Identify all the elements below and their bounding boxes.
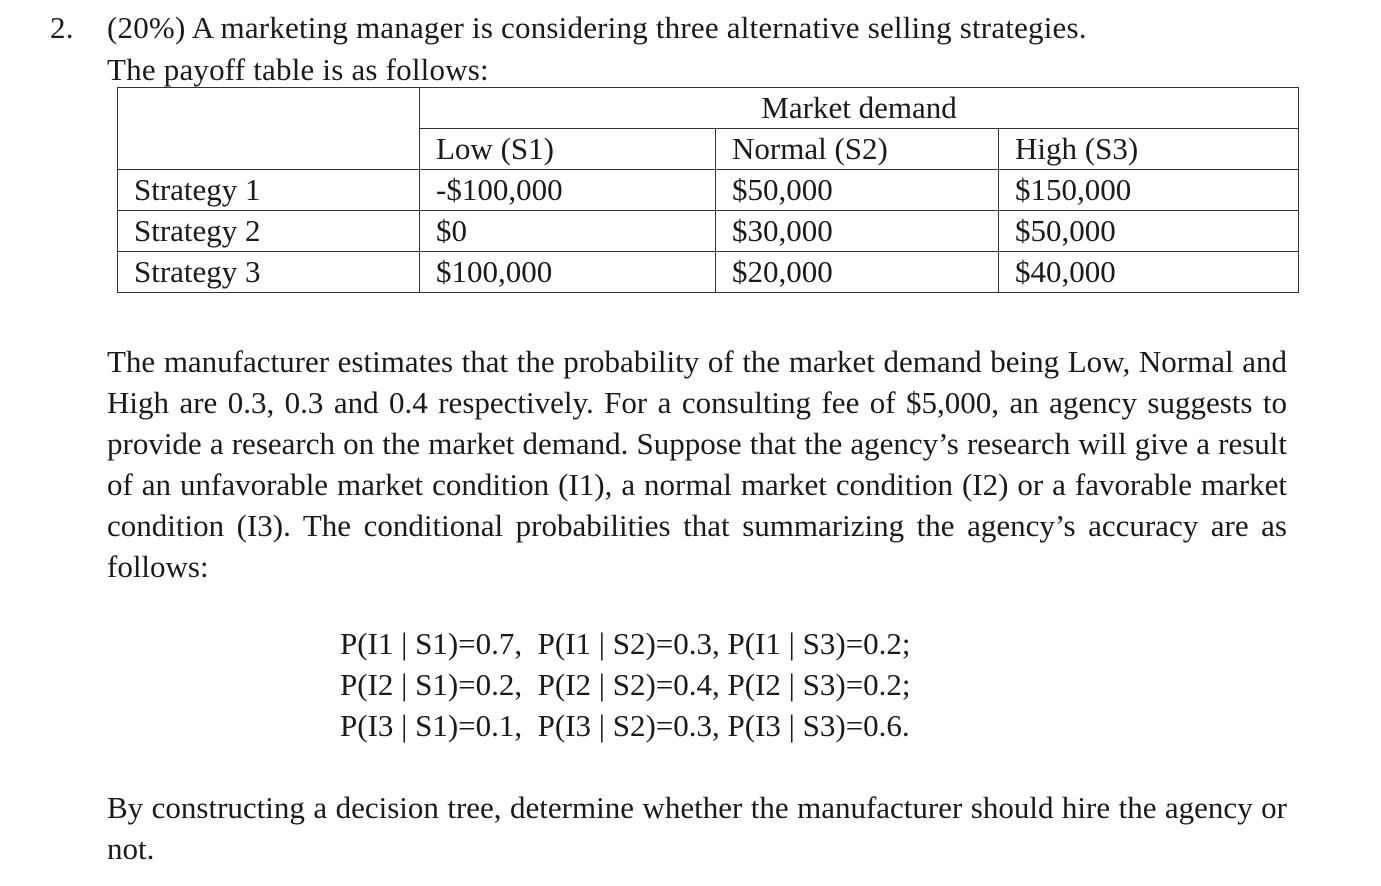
table-cell: $0 bbox=[420, 211, 716, 252]
problem-description-paragraph: The manufacturer estimates that the probability of the market demand being Low, Normal and High are 0.3, 0.3 and 0.4 respectively. For a consulting fee of $5,000, an agency suggests to provide a research on the market demand. Suppose that the agency’s research will give a result of an unfavorable market condition (I1), a normal market condition (I2) or a favorable market condition (I3). The conditional probabilities that summarizing the agency’s accuracy are as follows: bbox=[107, 344, 1287, 584]
table-corner-cell bbox=[118, 88, 420, 170]
probability-line-i3: P(I3 | S1)=0.1, P(I3 | S2)=0.3, P(I3 | S3)=0.6. bbox=[340, 708, 910, 743]
table-cell: $100,000 bbox=[420, 252, 716, 293]
table-cell: -$100,000 bbox=[420, 170, 716, 211]
table-cell: $50,000 bbox=[999, 211, 1299, 252]
payoff-table bbox=[117, 87, 1299, 293]
question-text-line-1: (20%) A marketing manager is considering three alternative selling strategies. bbox=[107, 10, 1087, 45]
column-header-high: High (S3) bbox=[999, 129, 1299, 170]
table-cell: $50,000 bbox=[716, 170, 999, 211]
column-header-normal: Normal (S2) bbox=[716, 129, 999, 170]
probability-line-i1: P(I1 | S1)=0.7, P(I1 | S2)=0.3, P(I1 | S3)=0.2; bbox=[340, 626, 911, 661]
column-header-low: Low (S1) bbox=[420, 129, 716, 170]
probability-line-i2: P(I2 | S1)=0.2, P(I2 | S2)=0.4, P(I2 | S3)=0.2; bbox=[340, 667, 911, 702]
question-text-line-2: The payoff table is as follows: bbox=[107, 52, 489, 87]
row-label: Strategy 1 bbox=[118, 170, 420, 211]
market-demand-header: Market demand bbox=[420, 88, 1299, 129]
question-number: 2. bbox=[50, 10, 74, 45]
table-cell: $150,000 bbox=[999, 170, 1299, 211]
row-label: Strategy 3 bbox=[118, 252, 420, 293]
table-row bbox=[118, 252, 1299, 293]
question-heading bbox=[50, 10, 1087, 46]
task-instruction-paragraph: By constructing a decision tree, determine whether the manufacturer should hire the agency or not. bbox=[107, 790, 1287, 866]
row-label: Strategy 2 bbox=[118, 211, 420, 252]
table-cell: $40,000 bbox=[999, 252, 1299, 293]
table-row bbox=[118, 170, 1299, 211]
conditional-probabilities-block bbox=[340, 623, 911, 746]
table-group-header-row bbox=[118, 88, 1299, 129]
table-row bbox=[118, 211, 1299, 252]
table-cell: $20,000 bbox=[716, 252, 999, 293]
table-cell: $30,000 bbox=[716, 211, 999, 252]
